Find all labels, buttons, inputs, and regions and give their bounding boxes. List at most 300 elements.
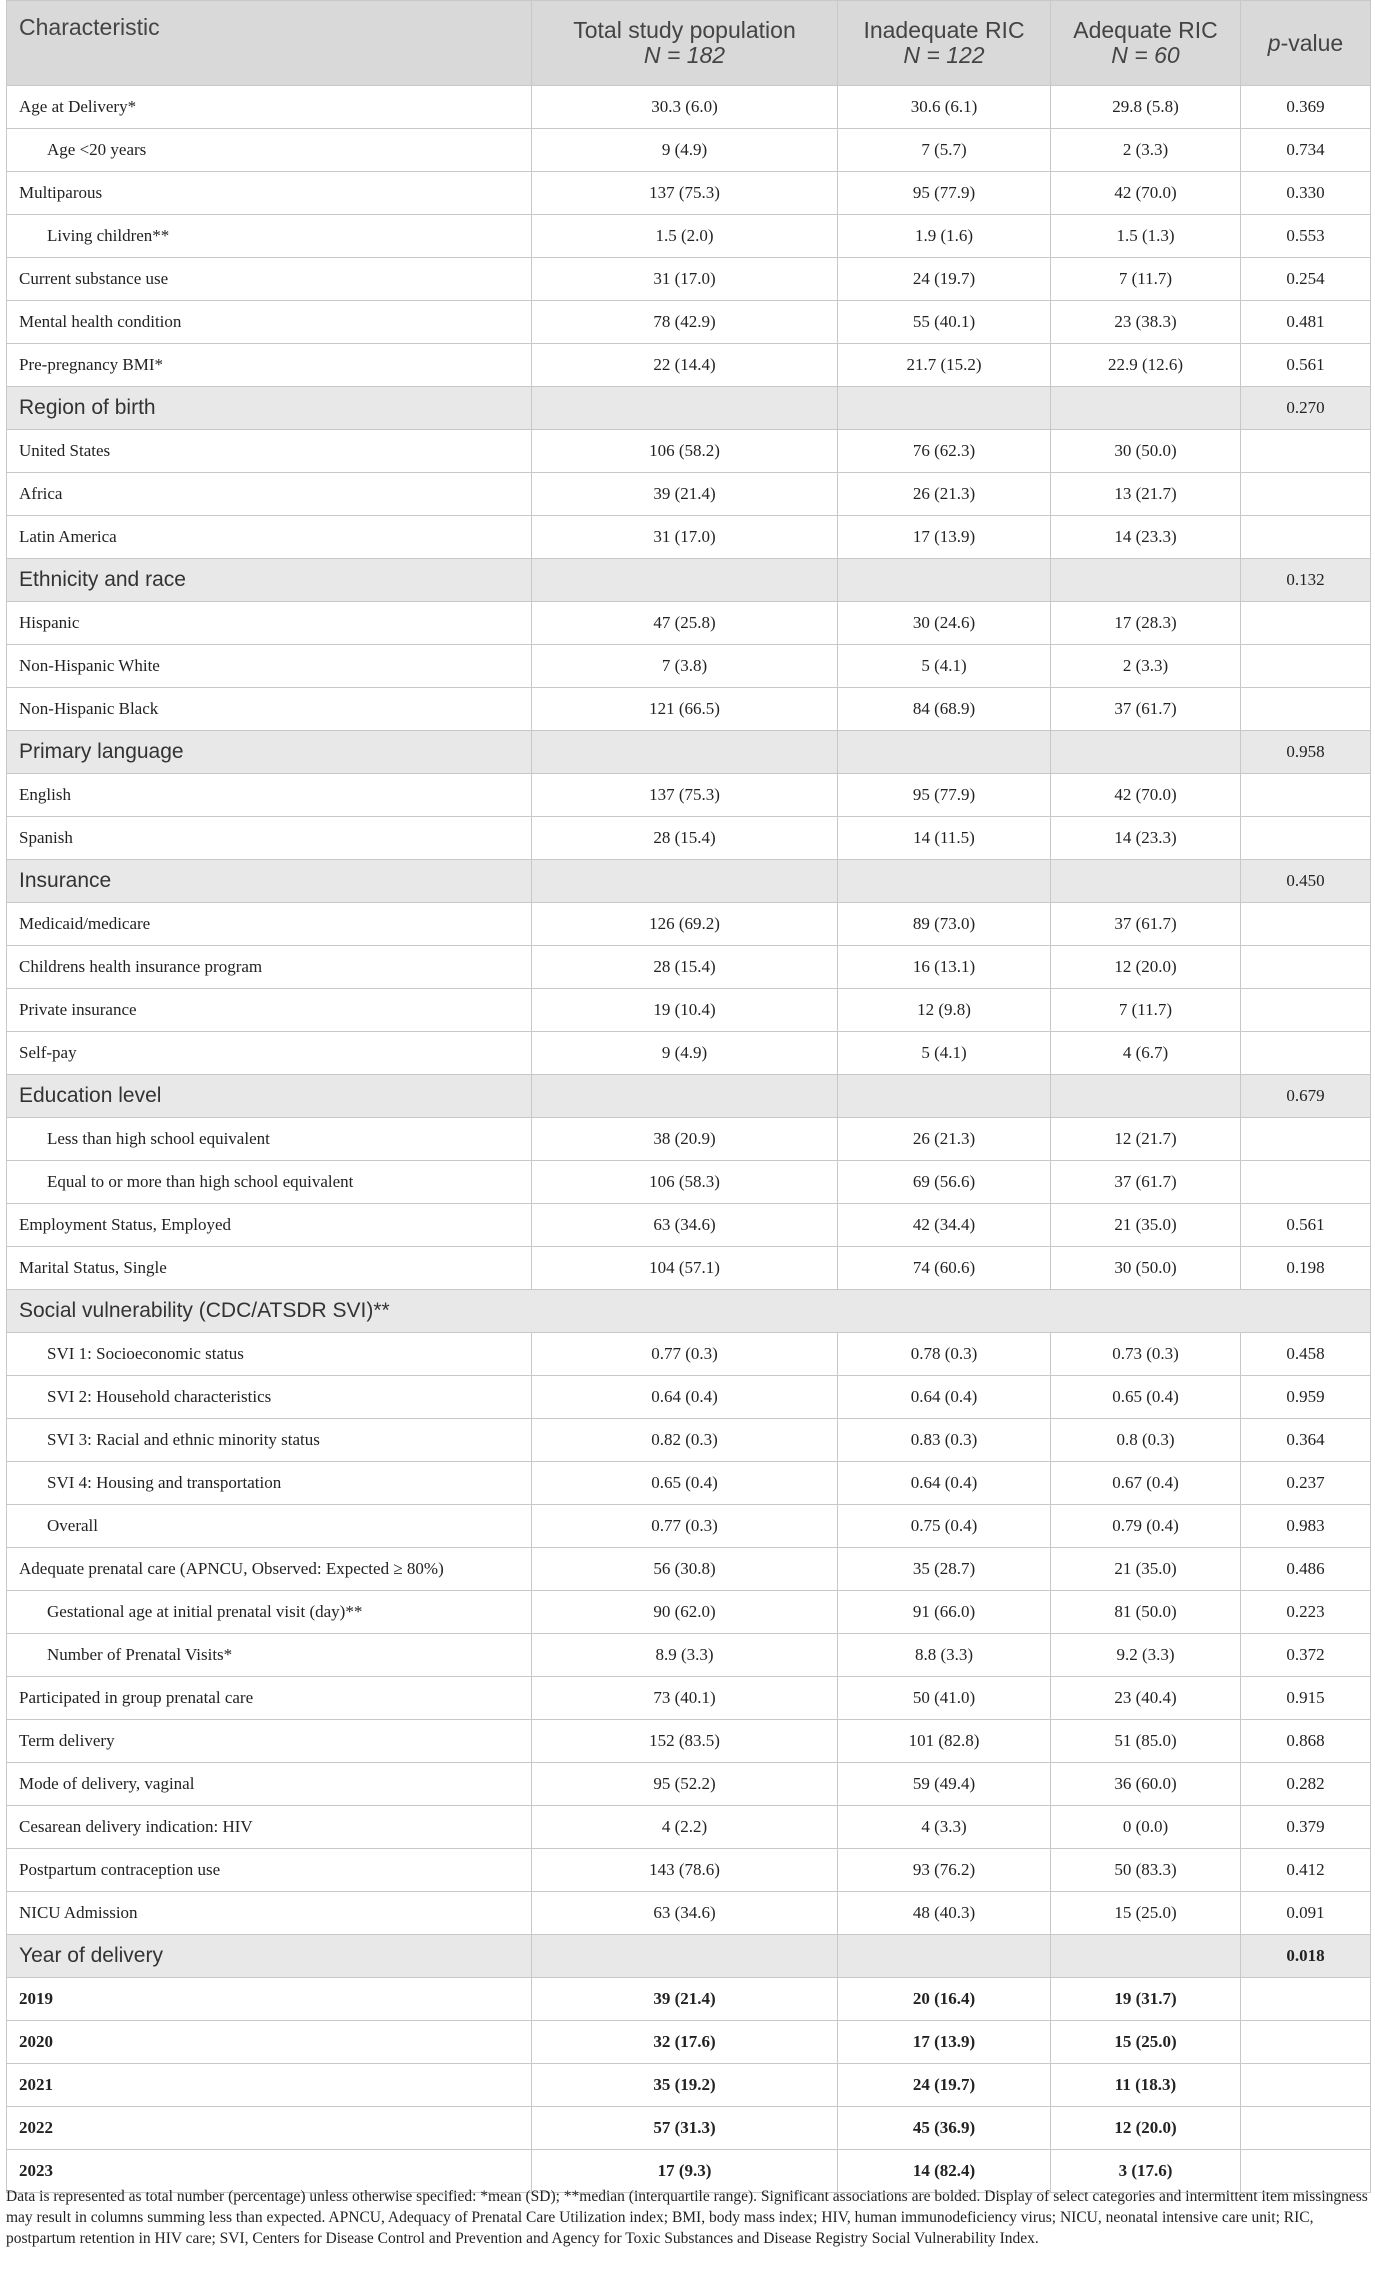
cell-p-value <box>1241 473 1371 516</box>
row-label: Marital Status, Single <box>7 1247 532 1290</box>
cell-p-value <box>1241 946 1371 989</box>
section-row <box>7 731 1371 774</box>
cell-adequate: 30 (50.0) <box>1051 430 1241 473</box>
table-row <box>7 1161 1371 1204</box>
cell-total: 106 (58.2) <box>532 430 838 473</box>
cell-total <box>532 559 838 602</box>
cell-adequate: 0.73 (0.3) <box>1051 1333 1241 1376</box>
cell-total: 63 (34.6) <box>532 1204 838 1247</box>
table-row <box>7 1548 1371 1591</box>
cell-inadequate: 0.83 (0.3) <box>838 1419 1051 1462</box>
table-row <box>7 688 1371 731</box>
cell-total: 0.77 (0.3) <box>532 1505 838 1548</box>
section-row <box>7 1290 1371 1333</box>
table-container <box>6 0 1370 2193</box>
cell-total: 35 (19.2) <box>532 2064 838 2107</box>
table-row <box>7 1677 1371 1720</box>
cell-adequate: 12 (20.0) <box>1051 946 1241 989</box>
header-p-rest: -value <box>1280 29 1344 56</box>
cell-total: 28 (15.4) <box>532 946 838 989</box>
cell-inadequate: 42 (34.4) <box>838 1204 1051 1247</box>
cell-total: 143 (78.6) <box>532 1849 838 1892</box>
cell-inadequate: 8.8 (3.3) <box>838 1634 1051 1677</box>
cell-p-value <box>1241 1032 1371 1075</box>
row-label: Postpartum contraception use <box>7 1849 532 1892</box>
cell-inadequate: 59 (49.4) <box>838 1763 1051 1806</box>
row-label: Pre-pregnancy BMI* <box>7 344 532 387</box>
cell-total <box>532 387 838 430</box>
cell-adequate: 4 (6.7) <box>1051 1032 1241 1075</box>
table-row <box>7 903 1371 946</box>
header-row <box>7 1 1371 86</box>
row-label: Medicaid/medicare <box>7 903 532 946</box>
cell-adequate: 23 (38.3) <box>1051 301 1241 344</box>
table-row <box>7 1591 1371 1634</box>
cell-inadequate <box>838 1935 1051 1978</box>
cell-p-value: 0.734 <box>1241 129 1371 172</box>
characteristics-table <box>6 0 1371 2193</box>
cell-total: 78 (42.9) <box>532 301 838 344</box>
cell-total: 104 (57.1) <box>532 1247 838 1290</box>
cell-p-value: 0.458 <box>1241 1333 1371 1376</box>
cell-adequate: 2 (3.3) <box>1051 645 1241 688</box>
table-row <box>7 817 1371 860</box>
row-label: Social vulnerability (CDC/ATSDR SVI)** <box>7 1290 1371 1333</box>
row-label: SVI 4: Housing and transportation <box>7 1462 532 1505</box>
cell-p-value: 0.561 <box>1241 1204 1371 1247</box>
cell-adequate: 37 (61.7) <box>1051 1161 1241 1204</box>
cell-adequate: 21 (35.0) <box>1051 1548 1241 1591</box>
cell-total: 9 (4.9) <box>532 129 838 172</box>
cell-p-value: 0.330 <box>1241 172 1371 215</box>
cell-inadequate: 93 (76.2) <box>838 1849 1051 1892</box>
cell-inadequate: 30 (24.6) <box>838 602 1051 645</box>
cell-total: 39 (21.4) <box>532 473 838 516</box>
cell-adequate: 81 (50.0) <box>1051 1591 1241 1634</box>
cell-adequate: 11 (18.3) <box>1051 2064 1241 2107</box>
cell-total: 31 (17.0) <box>532 516 838 559</box>
cell-p-value: 0.379 <box>1241 1806 1371 1849</box>
row-label: 2021 <box>7 2064 532 2107</box>
cell-p-value: 0.679 <box>1241 1075 1371 1118</box>
row-label: Self-pay <box>7 1032 532 1075</box>
table-row <box>7 473 1371 516</box>
cell-p-value <box>1241 2064 1371 2107</box>
table-row <box>7 645 1371 688</box>
cell-total: 22 (14.4) <box>532 344 838 387</box>
cell-adequate <box>1051 1935 1241 1978</box>
cell-p-value <box>1241 2107 1371 2150</box>
table-row <box>7 1376 1371 1419</box>
table-row <box>7 1720 1371 1763</box>
cell-p-value <box>1241 1161 1371 1204</box>
cell-inadequate: 95 (77.9) <box>838 172 1051 215</box>
cell-adequate: 12 (21.7) <box>1051 1118 1241 1161</box>
row-label: Term delivery <box>7 1720 532 1763</box>
row-label: 2023 <box>7 2150 532 2193</box>
row-label: Year of delivery <box>7 1935 532 1978</box>
cell-inadequate: 12 (9.8) <box>838 989 1051 1032</box>
cell-adequate: 50 (83.3) <box>1051 1849 1241 1892</box>
cell-adequate: 42 (70.0) <box>1051 172 1241 215</box>
cell-inadequate: 0.75 (0.4) <box>838 1505 1051 1548</box>
row-label: Current substance use <box>7 258 532 301</box>
row-label: Employment Status, Employed <box>7 1204 532 1247</box>
table-row <box>7 215 1371 258</box>
cell-p-value: 0.270 <box>1241 387 1371 430</box>
row-label: Hispanic <box>7 602 532 645</box>
cell-adequate: 42 (70.0) <box>1051 774 1241 817</box>
cell-total <box>532 1075 838 1118</box>
section-row <box>7 559 1371 602</box>
table-row <box>7 2021 1371 2064</box>
cell-inadequate: 48 (40.3) <box>838 1892 1051 1935</box>
table-row <box>7 1763 1371 1806</box>
row-label: Non-Hispanic White <box>7 645 532 688</box>
cell-p-value: 0.868 <box>1241 1720 1371 1763</box>
cell-p-value: 0.198 <box>1241 1247 1371 1290</box>
cell-total: 0.64 (0.4) <box>532 1376 838 1419</box>
cell-inadequate: 17 (13.9) <box>838 516 1051 559</box>
table-row <box>7 430 1371 473</box>
table-header <box>7 1 1371 86</box>
cell-inadequate <box>838 1075 1051 1118</box>
header-p-value <box>1241 1 1371 86</box>
cell-adequate: 3 (17.6) <box>1051 2150 1241 2193</box>
cell-total: 4 (2.2) <box>532 1806 838 1849</box>
cell-adequate: 0.65 (0.4) <box>1051 1376 1241 1419</box>
table-row <box>7 129 1371 172</box>
cell-adequate: 21 (35.0) <box>1051 1204 1241 1247</box>
cell-total: 56 (30.8) <box>532 1548 838 1591</box>
cell-adequate: 29.8 (5.8) <box>1051 86 1241 129</box>
cell-inadequate <box>838 387 1051 430</box>
row-label: Participated in group prenatal care <box>7 1677 532 1720</box>
cell-adequate: 9.2 (3.3) <box>1051 1634 1241 1677</box>
cell-p-value <box>1241 688 1371 731</box>
cell-inadequate <box>838 860 1051 903</box>
cell-p-value: 0.553 <box>1241 215 1371 258</box>
row-label: Spanish <box>7 817 532 860</box>
cell-adequate: 14 (23.3) <box>1051 817 1241 860</box>
cell-p-value <box>1241 430 1371 473</box>
cell-total: 17 (9.3) <box>532 2150 838 2193</box>
cell-adequate: 7 (11.7) <box>1051 989 1241 1032</box>
cell-p-value <box>1241 602 1371 645</box>
cell-inadequate: 74 (60.6) <box>838 1247 1051 1290</box>
row-label: Africa <box>7 473 532 516</box>
cell-inadequate: 26 (21.3) <box>838 1118 1051 1161</box>
table-row <box>7 989 1371 1032</box>
cell-adequate <box>1051 1075 1241 1118</box>
cell-inadequate: 16 (13.1) <box>838 946 1051 989</box>
cell-adequate: 7 (11.7) <box>1051 258 1241 301</box>
cell-adequate: 15 (25.0) <box>1051 1892 1241 1935</box>
row-label: Adequate prenatal care (APNCU, Observed: Expected ≥ 80%) <box>7 1548 532 1591</box>
cell-inadequate: 55 (40.1) <box>838 301 1051 344</box>
table-row <box>7 1419 1371 1462</box>
cell-adequate <box>1051 860 1241 903</box>
row-label: Multiparous <box>7 172 532 215</box>
cell-p-value <box>1241 2021 1371 2064</box>
cell-inadequate: 69 (56.6) <box>838 1161 1051 1204</box>
row-label: SVI 1: Socioeconomic status <box>7 1333 532 1376</box>
table-row <box>7 1333 1371 1376</box>
header-adequate-label: Adequate RIC <box>1073 17 1218 43</box>
cell-adequate <box>1051 731 1241 774</box>
cell-adequate: 12 (20.0) <box>1051 2107 1241 2150</box>
cell-total: 0.82 (0.3) <box>532 1419 838 1462</box>
cell-inadequate: 17 (13.9) <box>838 2021 1051 2064</box>
row-label: Education level <box>7 1075 532 1118</box>
cell-p-value: 0.369 <box>1241 86 1371 129</box>
table-row <box>7 258 1371 301</box>
cell-adequate: 51 (85.0) <box>1051 1720 1241 1763</box>
table-row <box>7 2064 1371 2107</box>
cell-p-value: 0.486 <box>1241 1548 1371 1591</box>
cell-p-value <box>1241 1118 1371 1161</box>
cell-p-value: 0.959 <box>1241 1376 1371 1419</box>
row-label: Age at Delivery* <box>7 86 532 129</box>
cell-total: 95 (52.2) <box>532 1763 838 1806</box>
cell-total: 0.65 (0.4) <box>532 1462 838 1505</box>
header-inadequate-label: Inadequate RIC <box>863 17 1025 43</box>
cell-total: 28 (15.4) <box>532 817 838 860</box>
row-label: Mode of delivery, vaginal <box>7 1763 532 1806</box>
cell-p-value: 0.372 <box>1241 1634 1371 1677</box>
cell-total: 32 (17.6) <box>532 2021 838 2064</box>
cell-total: 73 (40.1) <box>532 1677 838 1720</box>
header-inadequate-n: N = 122 <box>903 42 985 68</box>
table-row <box>7 172 1371 215</box>
row-label: Region of birth <box>7 387 532 430</box>
header-p-italic: p <box>1267 29 1281 56</box>
cell-inadequate: 50 (41.0) <box>838 1677 1051 1720</box>
section-row <box>7 1935 1371 1978</box>
cell-inadequate: 24 (19.7) <box>838 258 1051 301</box>
cell-p-value: 0.450 <box>1241 860 1371 903</box>
cell-inadequate: 20 (16.4) <box>838 1978 1051 2021</box>
cell-total: 19 (10.4) <box>532 989 838 1032</box>
section-row <box>7 860 1371 903</box>
cell-total: 126 (69.2) <box>532 903 838 946</box>
cell-inadequate: 24 (19.7) <box>838 2064 1051 2107</box>
table-row <box>7 516 1371 559</box>
cell-adequate: 0 (0.0) <box>1051 1806 1241 1849</box>
cell-adequate: 14 (23.3) <box>1051 516 1241 559</box>
cell-inadequate: 4 (3.3) <box>838 1806 1051 1849</box>
cell-total: 137 (75.3) <box>532 774 838 817</box>
cell-p-value: 0.237 <box>1241 1462 1371 1505</box>
cell-total: 152 (83.5) <box>532 1720 838 1763</box>
row-label: Insurance <box>7 860 532 903</box>
table-body <box>7 86 1371 2193</box>
cell-adequate: 37 (61.7) <box>1051 688 1241 731</box>
row-label: Ethnicity and race <box>7 559 532 602</box>
row-label: 2022 <box>7 2107 532 2150</box>
cell-inadequate: 101 (82.8) <box>838 1720 1051 1763</box>
cell-p-value: 0.091 <box>1241 1892 1371 1935</box>
row-label: Mental health condition <box>7 301 532 344</box>
cell-inadequate: 84 (68.9) <box>838 688 1051 731</box>
cell-p-value <box>1241 1978 1371 2021</box>
table-row <box>7 1892 1371 1935</box>
cell-total: 9 (4.9) <box>532 1032 838 1075</box>
cell-p-value: 0.481 <box>1241 301 1371 344</box>
cell-total: 47 (25.8) <box>532 602 838 645</box>
cell-inadequate: 0.78 (0.3) <box>838 1333 1051 1376</box>
cell-adequate: 13 (21.7) <box>1051 473 1241 516</box>
section-row <box>7 1075 1371 1118</box>
header-adequate <box>1051 1 1241 86</box>
section-row <box>7 387 1371 430</box>
table-row <box>7 1505 1371 1548</box>
row-label: English <box>7 774 532 817</box>
cell-p-value: 0.018 <box>1241 1935 1371 1978</box>
cell-inadequate: 0.64 (0.4) <box>838 1462 1051 1505</box>
table-row <box>7 602 1371 645</box>
cell-p-value <box>1241 774 1371 817</box>
table-row <box>7 1978 1371 2021</box>
cell-adequate: 23 (40.4) <box>1051 1677 1241 1720</box>
cell-total <box>532 860 838 903</box>
table-row <box>7 1806 1371 1849</box>
cell-inadequate: 76 (62.3) <box>838 430 1051 473</box>
cell-total: 8.9 (3.3) <box>532 1634 838 1677</box>
header-inadequate <box>838 1 1051 86</box>
cell-p-value <box>1241 817 1371 860</box>
cell-adequate: 0.67 (0.4) <box>1051 1462 1241 1505</box>
cell-total: 38 (20.9) <box>532 1118 838 1161</box>
cell-inadequate: 26 (21.3) <box>838 473 1051 516</box>
header-characteristic: Characteristic <box>7 1 532 86</box>
cell-p-value: 0.915 <box>1241 1677 1371 1720</box>
cell-inadequate: 91 (66.0) <box>838 1591 1051 1634</box>
row-label: NICU Admission <box>7 1892 532 1935</box>
cell-p-value: 0.254 <box>1241 258 1371 301</box>
cell-p-value <box>1241 903 1371 946</box>
row-label: Childrens health insurance program <box>7 946 532 989</box>
cell-p-value <box>1241 516 1371 559</box>
table-row <box>7 301 1371 344</box>
row-label: Latin America <box>7 516 532 559</box>
row-label: United States <box>7 430 532 473</box>
table-row <box>7 1247 1371 1290</box>
table-row <box>7 1634 1371 1677</box>
cell-adequate: 1.5 (1.3) <box>1051 215 1241 258</box>
row-label: Age <20 years <box>7 129 532 172</box>
cell-total: 39 (21.4) <box>532 1978 838 2021</box>
cell-inadequate: 1.9 (1.6) <box>838 215 1051 258</box>
cell-p-value: 0.132 <box>1241 559 1371 602</box>
cell-inadequate: 14 (11.5) <box>838 817 1051 860</box>
cell-total: 7 (3.8) <box>532 645 838 688</box>
table-row <box>7 1032 1371 1075</box>
table-row <box>7 1204 1371 1247</box>
cell-total: 137 (75.3) <box>532 172 838 215</box>
row-label: Private insurance <box>7 989 532 1032</box>
cell-total: 106 (58.3) <box>532 1161 838 1204</box>
cell-inadequate: 95 (77.9) <box>838 774 1051 817</box>
cell-inadequate: 89 (73.0) <box>838 903 1051 946</box>
cell-inadequate: 35 (28.7) <box>838 1548 1051 1591</box>
cell-total: 57 (31.3) <box>532 2107 838 2150</box>
row-label: Less than high school equivalent <box>7 1118 532 1161</box>
cell-inadequate: 45 (36.9) <box>838 2107 1051 2150</box>
row-label: Number of Prenatal Visits* <box>7 1634 532 1677</box>
row-label: Equal to or more than high school equivalent <box>7 1161 532 1204</box>
cell-p-value: 0.412 <box>1241 1849 1371 1892</box>
cell-adequate: 19 (31.7) <box>1051 1978 1241 2021</box>
cell-adequate: 0.79 (0.4) <box>1051 1505 1241 1548</box>
row-label: Non-Hispanic Black <box>7 688 532 731</box>
table-row <box>7 1849 1371 1892</box>
cell-p-value <box>1241 989 1371 1032</box>
cell-inadequate: 7 (5.7) <box>838 129 1051 172</box>
row-label: SVI 2: Household characteristics <box>7 1376 532 1419</box>
table-row <box>7 1462 1371 1505</box>
row-label: 2020 <box>7 2021 532 2064</box>
header-total-n: N = 182 <box>643 42 726 68</box>
cell-total: 1.5 (2.0) <box>532 215 838 258</box>
row-label: SVI 3: Racial and ethnic minority status <box>7 1419 532 1462</box>
cell-adequate: 37 (61.7) <box>1051 903 1241 946</box>
cell-p-value: 0.364 <box>1241 1419 1371 1462</box>
cell-adequate <box>1051 387 1241 430</box>
table-row <box>7 774 1371 817</box>
cell-adequate <box>1051 559 1241 602</box>
cell-total: 31 (17.0) <box>532 258 838 301</box>
table-row <box>7 344 1371 387</box>
cell-p-value: 0.561 <box>1241 344 1371 387</box>
cell-adequate: 30 (50.0) <box>1051 1247 1241 1290</box>
row-label: Overall <box>7 1505 532 1548</box>
cell-total: 63 (34.6) <box>532 1892 838 1935</box>
cell-inadequate: 21.7 (15.2) <box>838 344 1051 387</box>
cell-inadequate: 30.6 (6.1) <box>838 86 1051 129</box>
cell-inadequate: 5 (4.1) <box>838 645 1051 688</box>
cell-total <box>532 1935 838 1978</box>
cell-inadequate <box>838 731 1051 774</box>
cell-p-value: 0.282 <box>1241 1763 1371 1806</box>
table-row <box>7 1118 1371 1161</box>
row-label: 2019 <box>7 1978 532 2021</box>
row-label: Cesarean delivery indication: HIV <box>7 1806 532 1849</box>
cell-total: 90 (62.0) <box>532 1591 838 1634</box>
cell-adequate: 15 (25.0) <box>1051 2021 1241 2064</box>
cell-inadequate: 14 (82.4) <box>838 2150 1051 2193</box>
cell-inadequate <box>838 559 1051 602</box>
cell-p-value: 0.958 <box>1241 731 1371 774</box>
header-total-label: Total study population <box>573 17 796 43</box>
cell-adequate: 22.9 (12.6) <box>1051 344 1241 387</box>
cell-total: 121 (66.5) <box>532 688 838 731</box>
cell-adequate: 2 (3.3) <box>1051 129 1241 172</box>
cell-adequate: 17 (28.3) <box>1051 602 1241 645</box>
table-footnote: Data is represented as total number (percentage) unless otherwise specified: *mean (SD); **median (interquartile range). Significant associations are bolded. Display of select categories and intermittent item missingness may result in columns summing less than expected. APNCU, Adequacy of Prenatal Care Utilization index; BMI, body mass index; HIV, human immunodeficiency virus; NICU, neonatal intensive care unit; RIC, postpartum retention in HIV care; SVI, Centers for Disease Control and Prevention and Agency for Toxic Substances and Disease Registry Social Vulnerability Index. <box>6 2188 1368 2247</box>
table-row <box>7 2107 1371 2150</box>
header-total <box>532 1 838 86</box>
cell-inadequate: 0.64 (0.4) <box>838 1376 1051 1419</box>
row-label: Gestational age at initial prenatal visit (day)** <box>7 1591 532 1634</box>
cell-inadequate: 5 (4.1) <box>838 1032 1051 1075</box>
cell-p-value <box>1241 645 1371 688</box>
cell-p-value: 0.223 <box>1241 1591 1371 1634</box>
header-adequate-n: N = 60 <box>1111 42 1180 68</box>
cell-p-value: 0.983 <box>1241 1505 1371 1548</box>
row-label: Living children** <box>7 215 532 258</box>
cell-total: 0.77 (0.3) <box>532 1333 838 1376</box>
